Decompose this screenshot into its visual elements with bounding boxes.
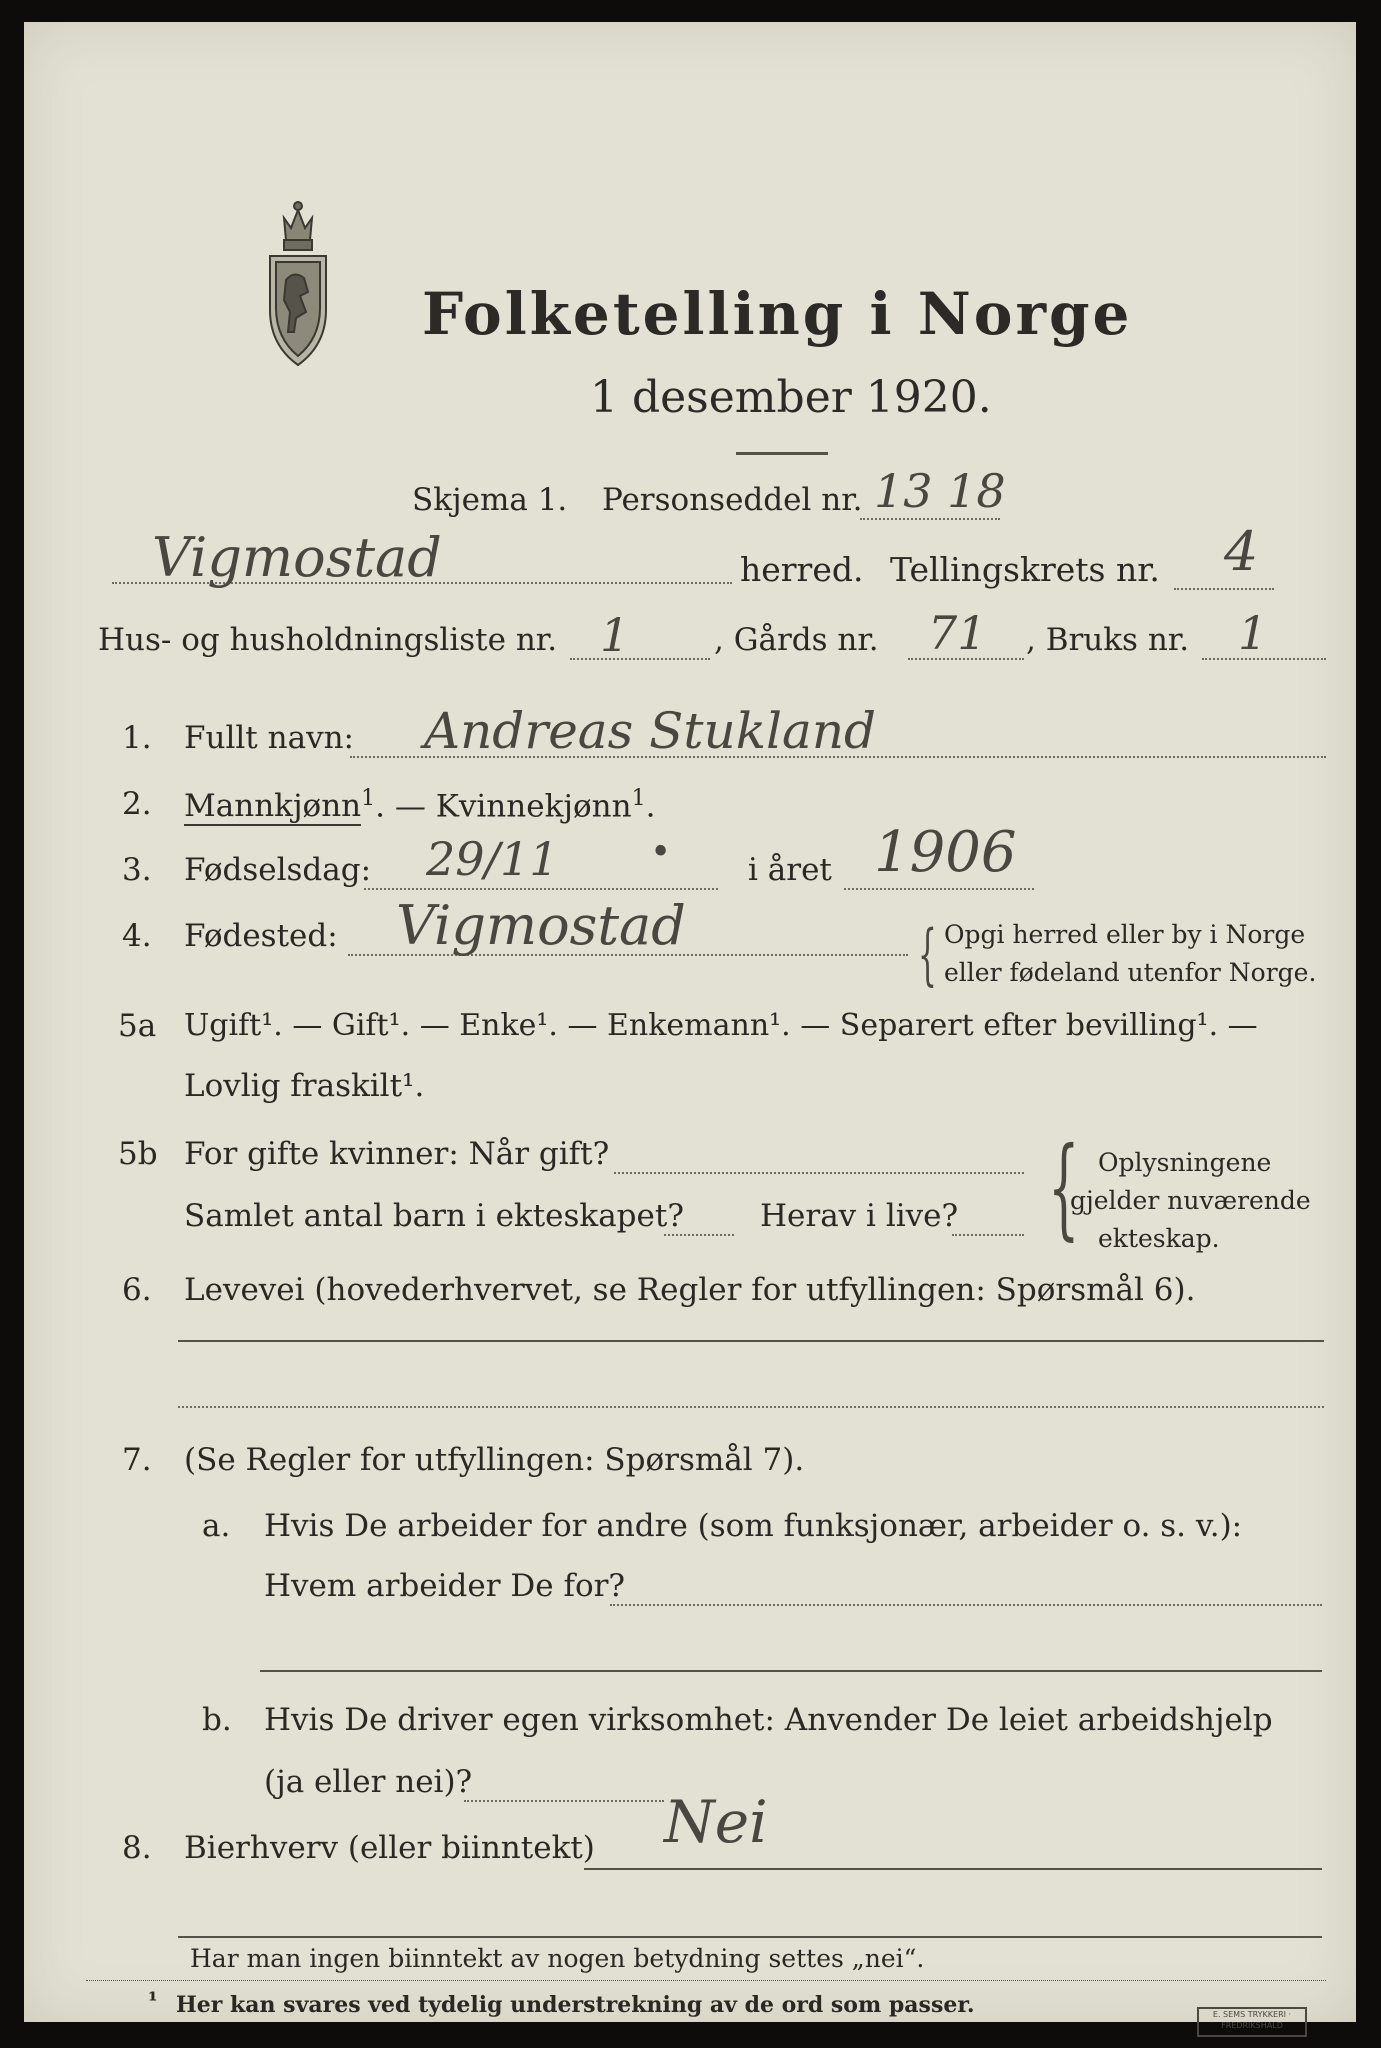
q7a-employer-line xyxy=(610,1604,1322,1606)
q8-answer-line xyxy=(584,1868,1322,1870)
birth-year-value: 1906 xyxy=(874,820,1017,885)
q5b-children-line xyxy=(664,1234,734,1236)
q7-number: 7. xyxy=(122,1442,152,1478)
footer-divider xyxy=(86,1980,1326,1981)
q8-label: Bierhverv (eller biinntekt) xyxy=(184,1830,595,1866)
q1-number: 1. xyxy=(122,720,152,756)
q7a-answer-line2 xyxy=(260,1670,1322,1672)
footnote-mark: ¹ xyxy=(148,1988,158,2014)
gender-male-underlined: Mannkjønn xyxy=(184,788,362,825)
q4-number: 4. xyxy=(122,918,152,954)
full-name-value: Andreas Stukland xyxy=(424,702,877,760)
house-list-line xyxy=(570,658,710,660)
krets-label: Tellingskrets nr. xyxy=(890,550,1160,589)
q7a-question: Hvis De arbeider for andre (som funksjonær, arbeider o. s. v.): xyxy=(264,1508,1243,1544)
q7b-yes-no-label: (ja eller nei)? xyxy=(264,1764,473,1800)
q3-year-line xyxy=(844,888,1034,890)
coat-of-arms-icon xyxy=(260,200,336,370)
footnote-text: Her kan svares ved tydelig understrekning av de ord som passer. xyxy=(176,1992,975,2018)
house-list-value: 1 xyxy=(600,608,630,662)
herred-value: Vigmostad xyxy=(152,526,442,589)
q6-answer-line2 xyxy=(178,1406,1324,1408)
q5b-brace: { xyxy=(1048,1123,1080,1251)
bruks-value: 1 xyxy=(1238,606,1268,660)
q5b-number: 5b xyxy=(118,1136,158,1172)
birthplace-value: Vigmostad xyxy=(396,894,686,957)
q6-label: Levevei (hovederhvervet, se Regler for utfyllingen: Spørsmål 6). xyxy=(184,1272,1196,1308)
gender-options: Mannkjønn$^1$. — Kvinnekjønn$^1$. xyxy=(184,786,656,825)
q4-note-line2: eller fødeland utenfor Norge. xyxy=(944,958,1317,987)
house-list-label: Hus- og husholdningsliste nr. xyxy=(98,622,558,658)
q7a-letter: a. xyxy=(202,1508,231,1544)
marital-option-divorced: Lovlig fraskilt¹. xyxy=(184,1068,425,1104)
q2-number: 2. xyxy=(122,786,152,822)
q1-label: Fullt navn: xyxy=(184,720,354,756)
q5b-note-line2: gjelder nuværende xyxy=(1070,1186,1311,1215)
year-label: i året xyxy=(748,852,832,888)
gards-value: 71 xyxy=(928,606,987,660)
side-income-value: Nei xyxy=(664,1788,768,1856)
q7b-question: Hvis De driver egen virksomhet: Anvender De leiet arbeidshjelp xyxy=(264,1702,1273,1738)
q6-answer-line1 xyxy=(178,1340,1324,1342)
q5b-married-when-line xyxy=(614,1172,1024,1174)
q8-number: 8. xyxy=(122,1830,152,1866)
q4-brace: { xyxy=(918,916,937,993)
q5b-alive-line xyxy=(952,1234,1024,1236)
person-number-value: 13 18 xyxy=(874,464,1006,518)
footer-note: Har man ingen biinntekt av nogen betydning settes „nei“. xyxy=(190,1944,925,1973)
q7a-employer-label: Hvem arbeider De for? xyxy=(264,1568,626,1604)
census-form-page xyxy=(24,22,1356,2030)
form-title: Folketelling i Norge xyxy=(422,280,1133,348)
gender-female: Kvinnekjønn xyxy=(435,788,632,825)
q7b-answer-line xyxy=(464,1800,664,1802)
q7b-letter: b. xyxy=(202,1702,232,1738)
birthday-dot: • xyxy=(650,832,672,873)
q5b-married-when: For gifte kvinner: Når gift? xyxy=(184,1136,610,1172)
birthday-value: 29/11 xyxy=(426,832,559,886)
q5b-children-count: Samlet antal barn i ekteskapet? xyxy=(184,1198,684,1234)
q5b-alive-count: Herav i live? xyxy=(760,1198,959,1234)
herred-label: herred. xyxy=(740,550,864,589)
marital-options: Ugift¹. — Gift¹. — Enke¹. — Enkemann¹. — Separert efter bevilling¹. — xyxy=(184,1008,1258,1043)
schema-label: Skjema 1. xyxy=(412,482,568,518)
krets-line xyxy=(1174,588,1274,590)
title-divider xyxy=(736,452,828,455)
q3-birthday-line xyxy=(364,888,718,890)
q4-label: Fødested: xyxy=(184,918,338,954)
q5a-number: 5a xyxy=(118,1008,157,1044)
census-date: 1 desember 1920. xyxy=(590,372,992,423)
q7-label: (Se Regler for utfyllingen: Spørsmål 7). xyxy=(184,1442,805,1478)
person-number-line xyxy=(860,518,1000,520)
person-number-label: Personseddel nr. xyxy=(602,482,863,518)
gards-label: , Gårds nr. xyxy=(714,622,879,658)
krets-value: 4 xyxy=(1224,520,1259,583)
q5b-note-line3: ekteskap. xyxy=(1098,1224,1220,1253)
q3-label: Fødselsdag: xyxy=(184,852,372,888)
q3-number: 3. xyxy=(122,852,152,888)
q8-answer-line2 xyxy=(178,1936,1322,1938)
q6-number: 6. xyxy=(122,1272,152,1308)
q5b-note-line1: Oplysningene xyxy=(1098,1148,1272,1177)
printer-stamp: E. SEMS TRYKKERI · FREDRIKSHALD xyxy=(1197,2007,1307,2037)
q4-note-line1: Opgi herred eller by i Norge xyxy=(944,920,1306,949)
bruks-label: , Bruks nr. xyxy=(1026,622,1190,658)
